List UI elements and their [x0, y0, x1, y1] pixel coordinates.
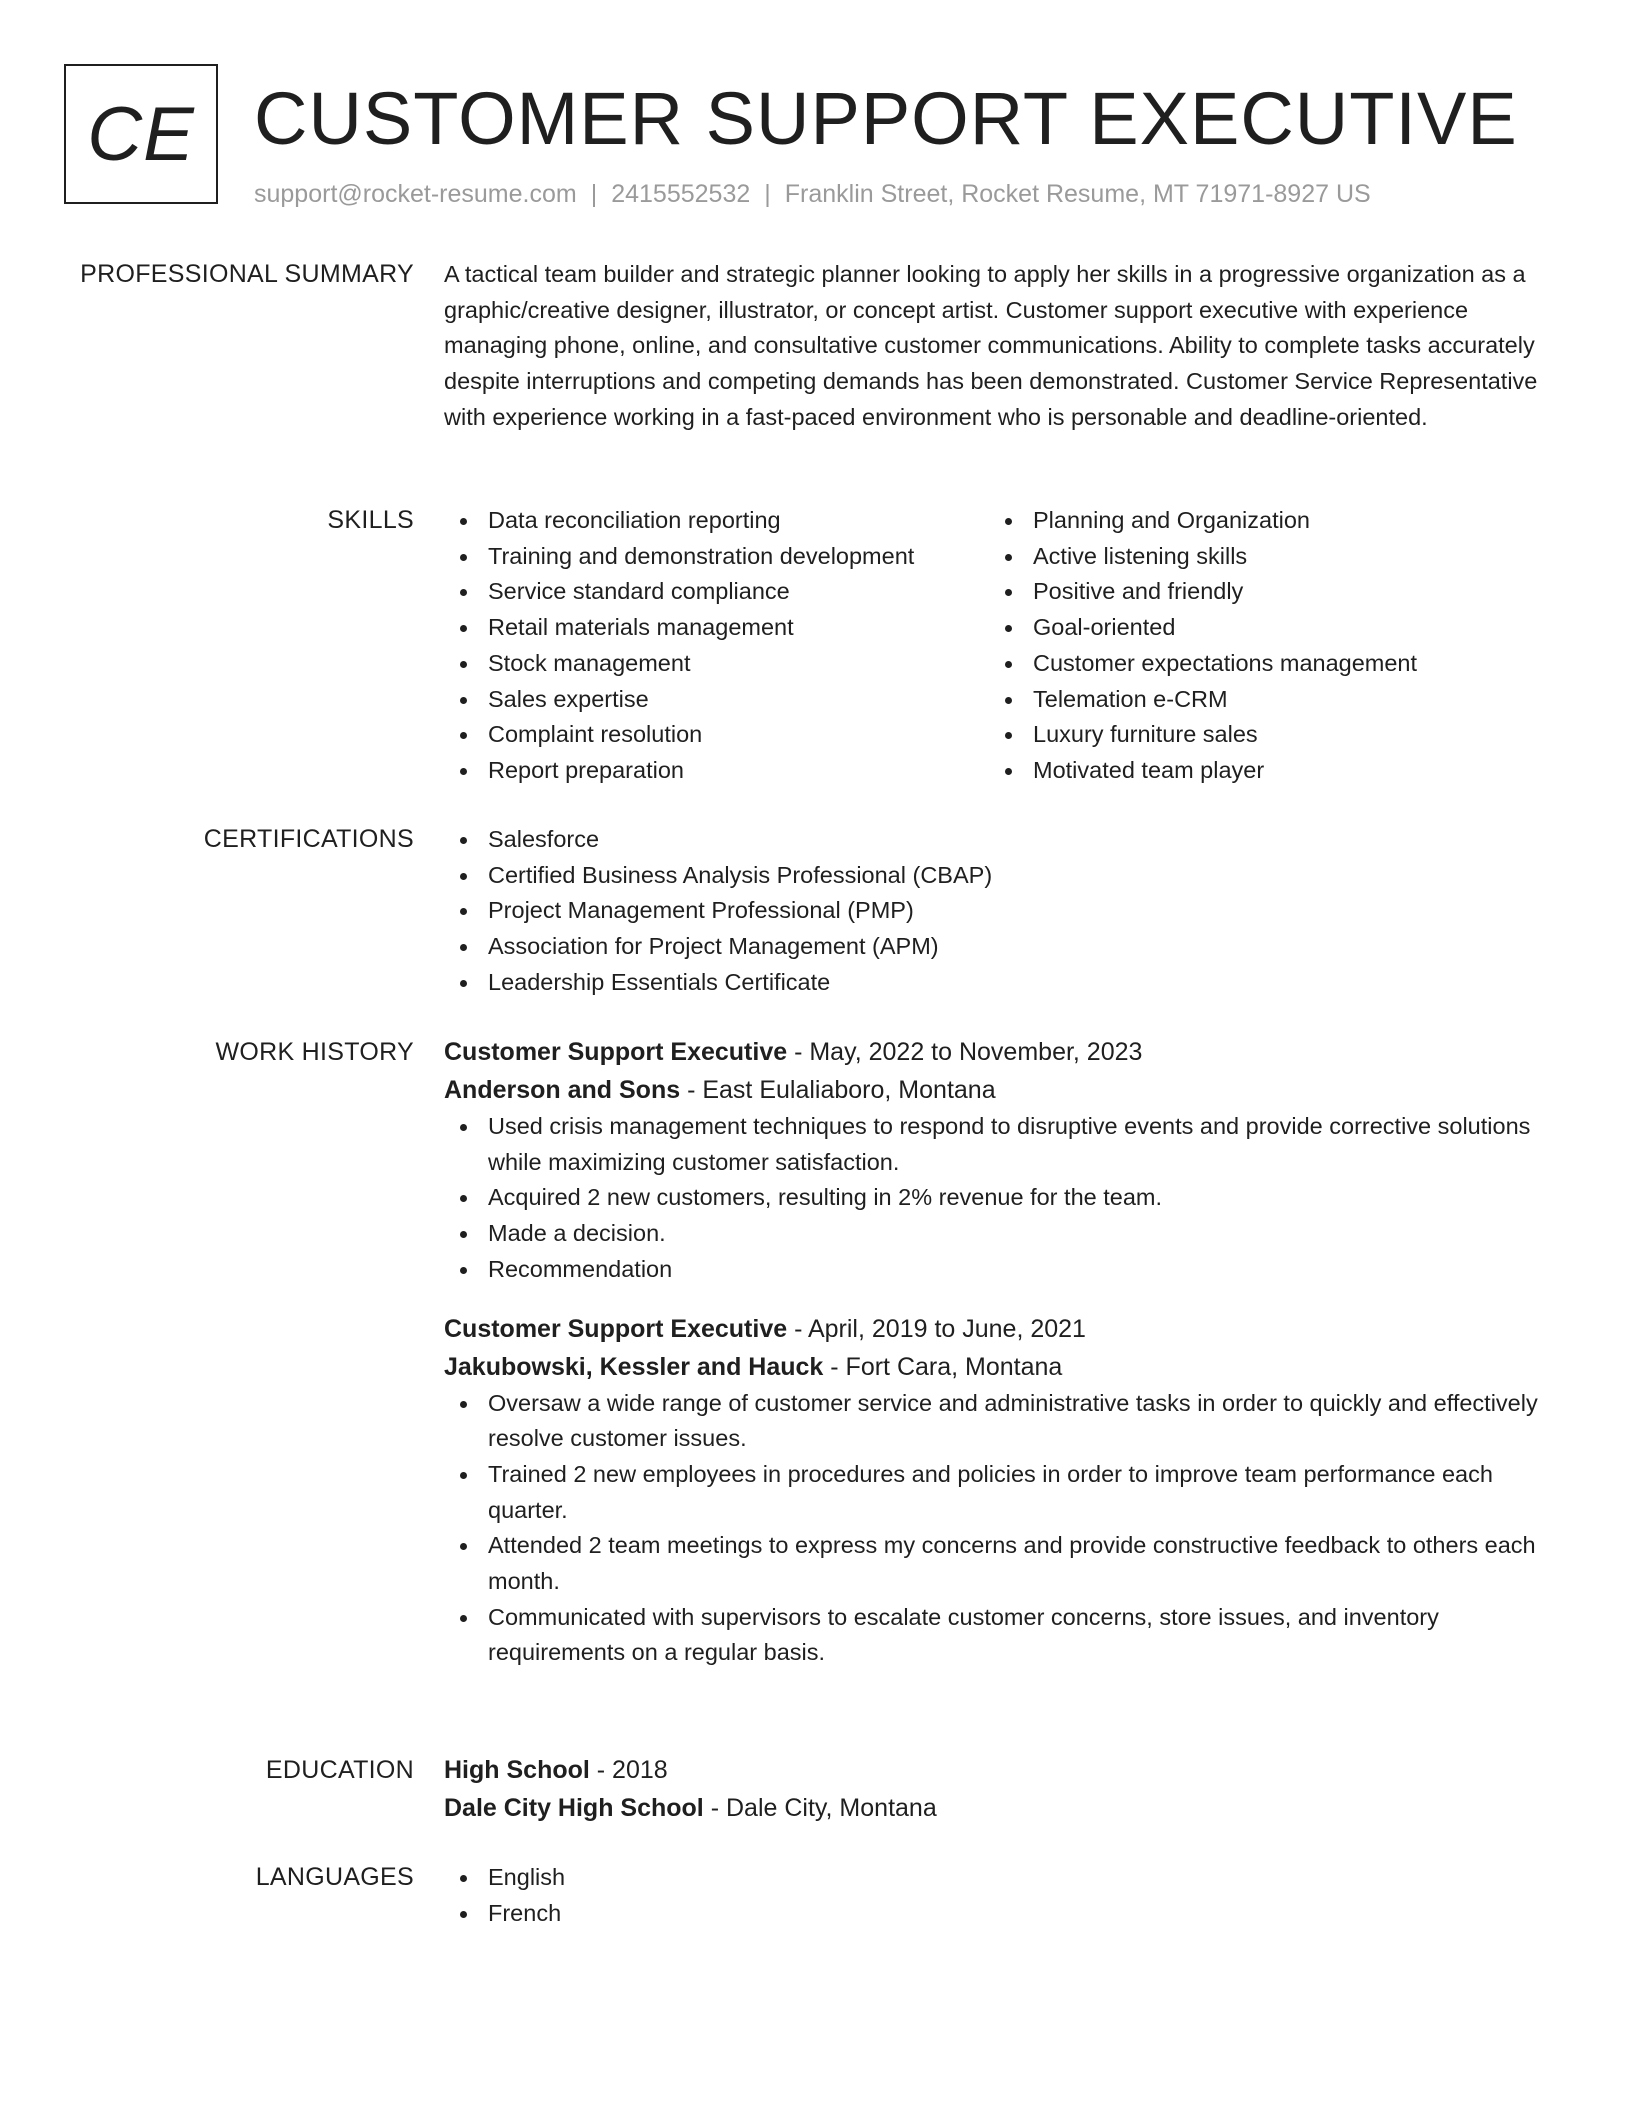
- skill-item: Stock management: [444, 646, 989, 682]
- contact-address: Franklin Street, Rocket Resume, MT 71971-8927 US: [784, 180, 1371, 208]
- education-degree-line: [444, 1751, 1549, 1789]
- skill-item: Data reconciliation reporting: [444, 503, 989, 539]
- initials: CE: [87, 91, 195, 177]
- skills-list: [444, 503, 1549, 789]
- education-year: - 2018: [589, 1756, 668, 1784]
- certification-item: Project Management Professional (PMP): [444, 893, 1549, 929]
- job-location: - Fort Cara, Montana: [823, 1352, 1063, 1381]
- certification-item: Salesforce: [444, 822, 1549, 858]
- skills-column-left: [444, 503, 989, 789]
- resume-title: CUSTOMER SUPPORT EXECUTIVE: [254, 77, 1518, 160]
- skill-item: Goal-oriented: [989, 610, 1549, 646]
- education-label: EDUCATION: [265, 1756, 414, 1784]
- job-dates: - April, 2019 to June, 2021: [787, 1314, 1086, 1343]
- skill-item: Positive and friendly: [989, 574, 1549, 610]
- job-title: Customer Support Executive: [444, 1038, 788, 1066]
- skills-column-right: [989, 503, 1549, 789]
- education-degree: High School: [444, 1756, 590, 1784]
- job-duty: Oversaw a wide range of customer service and administrative tasks in order to quickly and effectively resolve customer issues.: [444, 1386, 1549, 1457]
- job-duty: Recommendation: [444, 1252, 1549, 1288]
- skill-item: Report preparation: [444, 753, 989, 789]
- monogram-box: [64, 64, 218, 204]
- job-company: Anderson and Sons: [444, 1076, 681, 1104]
- skills-label: SKILLS: [327, 506, 414, 534]
- certifications-label: CERTIFICATIONS: [203, 825, 414, 853]
- job-duty: Made a decision.: [444, 1216, 1549, 1252]
- skill-item: Complaint resolution: [444, 717, 989, 753]
- job-duty: Used crisis management techniques to respond to disruptive events and provide corrective solutions while maximizing customer satisfaction.: [444, 1109, 1549, 1180]
- certification-item: Association for Project Management (APM): [444, 929, 1549, 965]
- job-entry: [444, 1310, 1549, 1672]
- skill-item: Luxury furniture sales: [989, 717, 1549, 753]
- education-location: - Dale City, Montana: [703, 1794, 937, 1822]
- language-item: French: [444, 1896, 1549, 1932]
- contact-separator: |: [590, 180, 598, 208]
- language-item: English: [444, 1860, 1549, 1896]
- job-duty: Attended 2 team meetings to express my concerns and provide constructive feedback to others each month.: [444, 1528, 1549, 1599]
- job-title: Customer Support Executive: [444, 1314, 788, 1343]
- skill-item: Motivated team player: [989, 753, 1549, 789]
- job-company-line: [444, 1071, 1549, 1109]
- skill-item: Service standard compliance: [444, 574, 989, 610]
- contact-separator: |: [764, 180, 771, 208]
- education-school-line: [444, 1789, 1549, 1827]
- work-history-label: WORK HISTORY: [215, 1038, 414, 1066]
- skill-item: Telemation e-CRM: [989, 682, 1549, 718]
- languages-label: LANGUAGES: [255, 1863, 414, 1891]
- job-title-line: [444, 1310, 1549, 1348]
- certification-item: Leadership Essentials Certificate: [444, 965, 1549, 1001]
- contact-line: [254, 174, 1371, 214]
- job-duties: [444, 1109, 1549, 1288]
- job-duties: [444, 1386, 1549, 1672]
- resume-header: [64, 64, 1564, 214]
- job-company: Jakubowski, Kessler and Hauck: [444, 1352, 824, 1381]
- job-company-line: [444, 1348, 1549, 1386]
- job-duty: Trained 2 new employees in procedures and policies in order to improve team performance each quarter.: [444, 1457, 1549, 1528]
- skill-item: Active listening skills: [989, 539, 1549, 575]
- job-dates: - May, 2022 to November, 2023: [787, 1038, 1143, 1066]
- certifications-list: [444, 822, 1549, 1001]
- skill-item: Training and demonstration development: [444, 539, 989, 575]
- skill-item: Sales expertise: [444, 682, 989, 718]
- summary-label: PROFESSIONAL SUMMARY: [80, 260, 414, 288]
- job-title-line: [444, 1033, 1549, 1071]
- skill-item: Customer expectations management: [989, 646, 1549, 682]
- skill-item: Retail materials management: [444, 610, 989, 646]
- job-duty: Acquired 2 new customers, resulting in 2% revenue for the team.: [444, 1180, 1549, 1216]
- job-entry: [444, 1033, 1549, 1288]
- contact-email: support@rocket-resume.com: [254, 180, 577, 208]
- education-entry: [444, 1751, 1549, 1827]
- work-history-list: [444, 1033, 1549, 1671]
- summary-text: A tactical team builder and strategic planner looking to apply her skills in a progressive organization as a graphic/creative designer, illustrator, or concept artist. Customer support executive with experience managing phone, online, and consultative customer communications. Ability to complete tasks accurately despite interruptions and competing demands has been demonstrated. Customer Service Representative with experience working in a fast-paced environment who is personable and deadline-oriented.: [444, 261, 1538, 430]
- contact-phone: 2415552532: [611, 180, 751, 208]
- skill-item: Planning and Organization: [989, 503, 1549, 539]
- languages-list: [444, 1860, 1549, 1931]
- job-location: - East Eulaliaboro, Montana: [680, 1076, 996, 1104]
- certification-item: Certified Business Analysis Professional (CBAP): [444, 858, 1549, 894]
- job-duty: Communicated with supervisors to escalate customer concerns, store issues, and inventory requirements on a regular basis.: [444, 1600, 1549, 1671]
- education-school: Dale City High School: [444, 1794, 704, 1822]
